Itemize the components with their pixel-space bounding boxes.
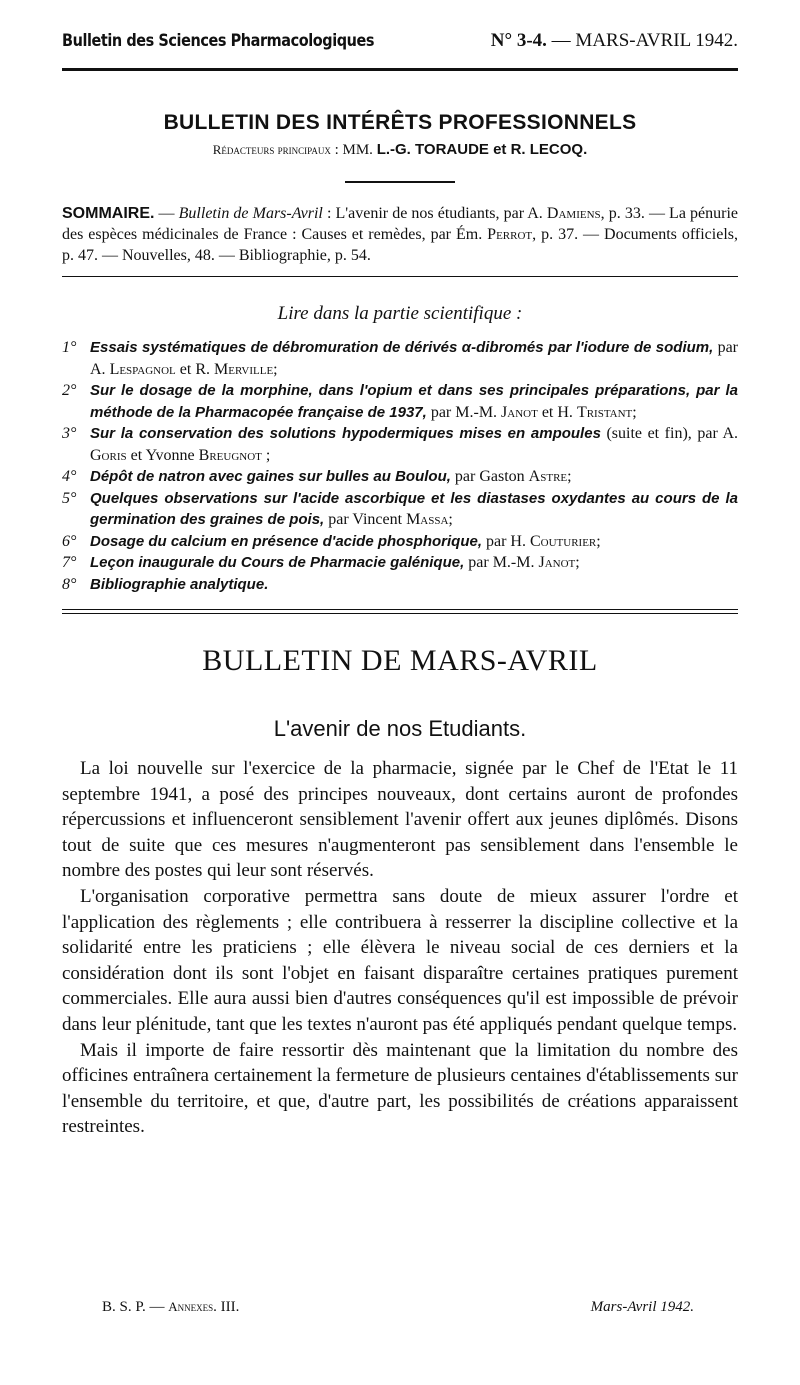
issue-info — [491, 30, 738, 52]
editors-line — [62, 141, 738, 159]
editors-names: L.-G. TORAUDE et R. LECOQ. — [376, 141, 588, 158]
item-number: 3° — [62, 425, 77, 442]
item-text: (suite et fin), par A. — [600, 425, 738, 442]
item-author: Lespagnol — [109, 360, 176, 378]
scientific-item — [62, 552, 738, 574]
item-number: 1° — [62, 339, 77, 356]
item-author: Couturier — [529, 532, 597, 550]
item-number: 6° — [62, 532, 77, 550]
scientific-item — [62, 574, 738, 596]
footer-ref — [102, 1299, 239, 1316]
item-text: et H. — [537, 403, 577, 421]
article-title: L'avenir de nos Etudiants. — [273, 716, 527, 741]
footer-prefix: B. S. P. — — [102, 1299, 169, 1315]
item-text: par Gaston — [450, 468, 529, 485]
item-text: et R. — [175, 360, 214, 378]
item-text: ; — [632, 403, 637, 421]
issue-number: N° 3-4. — [490, 30, 547, 51]
page-footer — [102, 1299, 694, 1316]
footer-annexes: Annexes — [168, 1299, 214, 1314]
item-author: Tristant — [576, 403, 633, 421]
item-text: ; — [596, 532, 601, 550]
item-title: Dosage du calcium en présence d'acide phosphorique, — [90, 532, 482, 550]
item-text: ; — [448, 511, 453, 528]
item-text: ; — [261, 446, 271, 464]
bulletin-ref: Bulletin de Mars-Avril — [178, 205, 323, 222]
author-damiens: Damiens — [546, 205, 601, 222]
item-title: Essais systématiques de débromuration de dérivés α-dibromés par l'iodure de sodium, — [90, 339, 714, 356]
sommaire-label: SOMMAIRE. — [62, 205, 155, 222]
scientific-item — [62, 488, 738, 531]
item-text: par M.-M. — [464, 554, 539, 571]
item-title: Quelques observations sur l'acide ascorbique et les diastases oxydantes au cours de la germination des graines de pois, — [90, 489, 738, 528]
sommaire — [62, 203, 738, 266]
item-number: 2° — [62, 382, 77, 399]
item-author: Janot — [538, 554, 576, 571]
short-divider — [345, 181, 455, 183]
paragraph: La loi nouvelle sur l'exercice de la pharmacie, signée par le Chef de l'Etat le 11 septembre 1941, a posé des principes nouveaux, dont certains auront de profondes répercussions et influenceront sensiblement l'avenir offert aux jeunes diplômés. Disons tout de suite que ces mesures n'augmenteront pas sensiblement dans l'ensemble le nombre des postes qui leur sont réservés. — [62, 758, 738, 882]
item-author: Massa — [406, 511, 449, 528]
section-title: BULLETIN DES INTÉRÊTS PROFESSIONNELS — [163, 111, 637, 134]
sommaire-rule — [62, 276, 738, 277]
sommaire-dash: — — [154, 205, 179, 222]
sommaire-text-3: , p. 37. — Documents officiels, p. 47. — Nouvelles, 48. — Bibliographie, p. 54. — [62, 226, 738, 264]
item-text: par Vincent — [324, 511, 407, 528]
header-rule — [62, 68, 738, 71]
item-title: Leçon inaugurale du Cours de Pharmacie galénique, — [90, 554, 465, 571]
item-text: par H. — [482, 532, 530, 550]
sommaire-text-2: , p. 33. — La pénurie des espèces médicinales de France : Causes et remèdes, par Ém. — [62, 205, 739, 243]
item-number: 8° — [62, 575, 77, 593]
item-author: Astre — [528, 468, 568, 485]
issue-date: — MARS-AVRIL 1942. — [551, 30, 738, 51]
scientific-item — [62, 337, 738, 380]
item-author: Goris — [90, 446, 127, 464]
item-number: 7° — [62, 554, 77, 571]
item-title: Sur le dosage de la morphine, dans l'opium et dans ses principales préparations, par la méthode de la Pharmacopée française de 1937, — [90, 382, 738, 421]
item-number: 5° — [62, 489, 77, 507]
editors-label: Rédacteurs principaux — [212, 142, 331, 157]
scientific-item — [62, 466, 738, 488]
footer-suffix: . III. — [213, 1299, 240, 1315]
bulletin-title: BULLETIN DE MARS-AVRIL — [202, 644, 598, 677]
footer-date: Mars-Avril 1942. — [590, 1299, 694, 1315]
scientific-item — [62, 531, 738, 553]
scientific-heading: Lire dans la partie scientifique : — [277, 303, 523, 324]
paragraph: L'organisation corporative permettra sans doute de mieux assurer l'ordre et l'application des règlements ; elle contribuera à resserrer la discipline collective et la solidarité entre les praticiens ; elle élèvera le niveau social de ces derniers et la considération dont ils sont l'objet en faisant disparaître certaines pratiques purement commerciales. Elle aura aussi bien d'autres conséquences qu'il est impossible de prévoir dans leur plénitude, tant que les textes n'auront pas été appliqués pendant quelque temps. — [62, 885, 738, 1035]
item-text: par A. — [90, 339, 739, 378]
double-divider — [62, 609, 738, 614]
item-text: et Yvonne — [126, 446, 199, 464]
item-title: Dépôt de natron avec gaines sur bulles au Boulou, — [90, 468, 451, 485]
item-number: 4° — [62, 468, 77, 485]
item-author: Janot — [501, 403, 538, 421]
running-header — [62, 30, 738, 62]
item-title: Bibliographie analytique. — [90, 575, 269, 593]
item-author: Merville — [214, 360, 274, 378]
author-perrot: Perrot — [487, 226, 533, 243]
scientific-item — [62, 380, 738, 423]
article-body — [62, 756, 738, 1140]
editors-sep: : MM. — [330, 142, 377, 158]
sommaire-text-1: : L'avenir de nos étudiants, par A. — [322, 205, 547, 222]
scientific-item — [62, 423, 738, 466]
item-text: ; — [273, 360, 278, 378]
item-text: ; — [575, 554, 580, 571]
journal-name: Bulletin des Sciences Pharmacologiques — [62, 31, 375, 51]
item-text: par M.-M. — [426, 403, 502, 421]
item-text: ; — [567, 468, 572, 485]
item-author: Breugnot — [198, 446, 262, 464]
paragraph: Mais il importe de faire ressortir dès maintenant que la limitation du nombre des officines entraînera certainement la fermeture de plusieurs centaines d'établissements sur l'ensemble du territoire, et que, d'autre part, les possibilités de créations apparaissent restreintes. — [62, 1039, 738, 1138]
item-title: Sur la conservation des solutions hypodermiques mises en ampoules — [90, 425, 601, 442]
scientific-list — [62, 337, 738, 595]
page — [62, 30, 738, 1140]
